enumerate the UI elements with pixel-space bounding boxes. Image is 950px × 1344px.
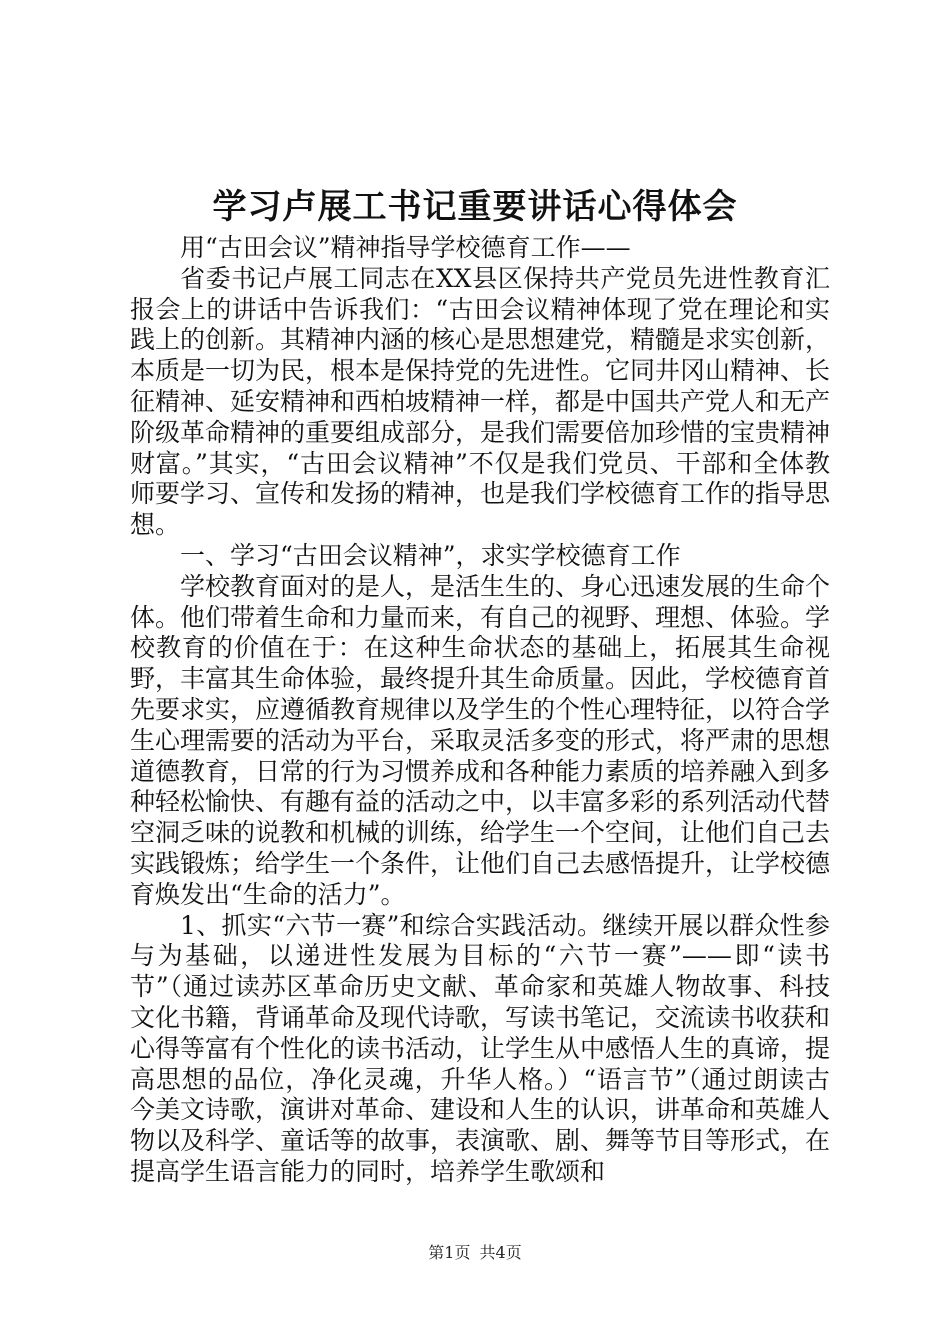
page-footer — [0, 1242, 950, 1264]
page-number: 第1页 — [428, 1243, 471, 1262]
paragraph-section-heading: 一、学习“古田会议精神”，求实学校德育工作 — [180, 540, 681, 570]
document-body — [130, 233, 830, 1188]
paragraph-subtitle: 用“古田会议”精神指导学校德育工作—— — [180, 233, 631, 262]
paragraph-intro: 省委书记卢展工同志在XX县区保持共产党员先进性教育汇报会上的讲话中告诉我们：“古田会议精神体现了党在理论和实践上的创新。其精神内涵的核心是思想建党，精髓是求实创新，本质是一切为民，根本是保持党的先进性。它同井冈山精神、长征精神、延安精神和西柏坡精神一样，都是中国共产党人和无产阶级革命精神的重要组成部分，是我们需要倍加珍惜的宝贵精神财富。”其实，“古田会议精神”不仅是我们党员、干部和全体教师要学习、宣传和发扬的精神，也是我们学校德育工作的指导思想。 — [130, 263, 831, 540]
document-title: 学习卢展工书记重要讲话心得体会 — [212, 187, 738, 227]
paragraph-section-body: 学校教育面对的是人，是活生生的、身心迅速发展的生命个体。他们带着生命和力量而来，有自己的视野、理想、体验。学校教育的价值在于：在这种生命状态的基础上，拓展其生命视野，丰富其生命体验，最终提升其生命质量。因此，学校德育首先要求实，应遵循教育规律以及学生的个性心理特征，以符合学生心理需要的活动为平台，采取灵活多变的形式，将严肃的思想道德教育，日常的行为习惯养成和各种能力素质的培养融入到多种轻松愉快、有趣有益的活动之中，以丰富多彩的系列活动代替空洞乏味的说教和机械的训练，给学生一个空间，让他们自己去实践锻炼；给学生一个条件，让他们自己去感悟提升，让学校德育焕发出“生命的活力”。 — [130, 571, 831, 909]
page-total: 共4页 — [479, 1243, 522, 1262]
paragraph-item-1: 1、抓实“六节一赛”和综合实践活动。继续开展以群众性参与为基础，以递进性发展为目标的“六节一赛”——即“读书节”（通过读苏区革命历史文献、革命家和英雄人物故事、科技文化书籍，背诵革命及现代诗歌，写读书笔记，交流读书收获和心得等富有个性化的读书活动，让学生从中感悟人生的真谛，提高思想的品位，净化灵魂，升华人格。）“语言节”（通过朗读古今美文诗歌，演讲对革命、建设和人生的认识，讲革命和英雄人物以及科学、童话等的故事，表演歌、剧、舞等节目等形式，在提高学生语言能力的同时，培养学生歌颂和 — [130, 910, 831, 1186]
